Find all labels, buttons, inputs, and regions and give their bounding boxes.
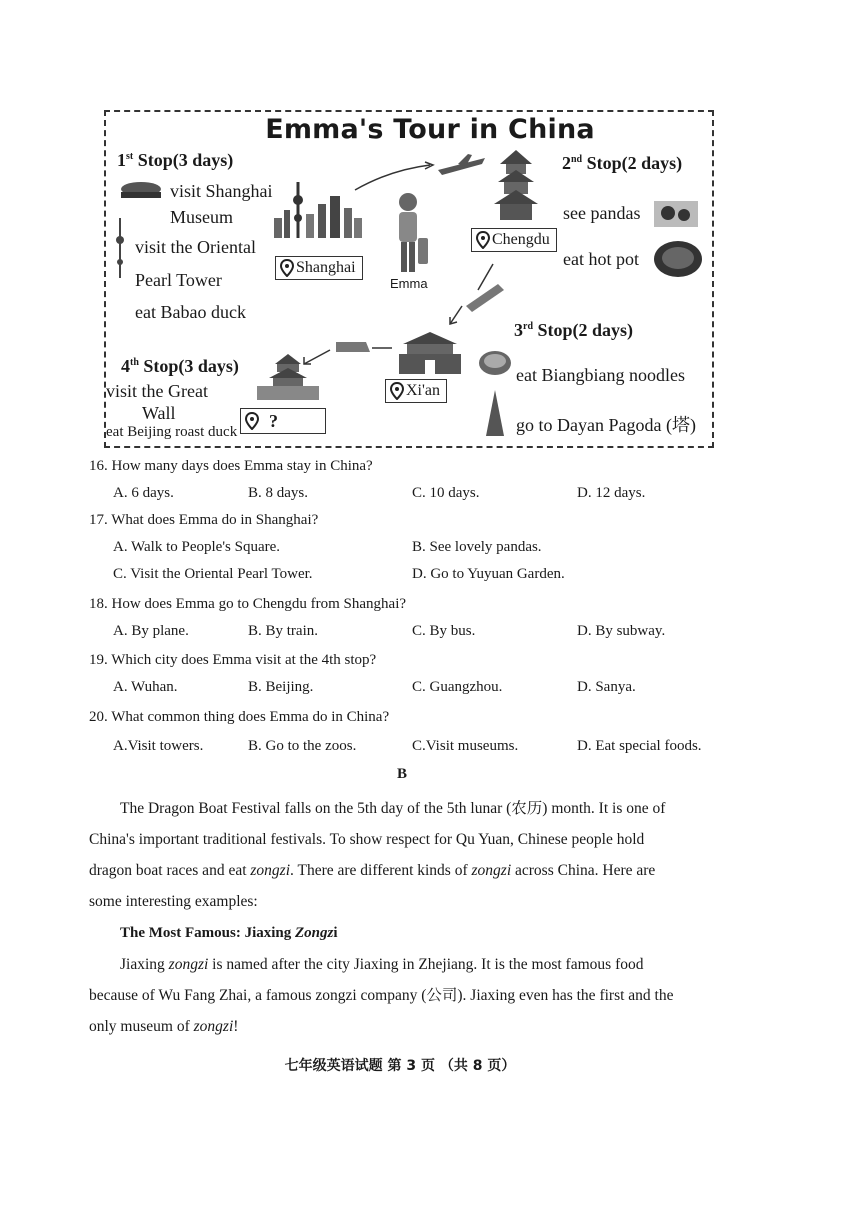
pin-chengdu: Chengdu [471,228,557,252]
para2-line2: because of Wu Fang Zhai, a famous zongzi company (公司). Jiaxing even has the first and the [89,987,674,1004]
option-19b: B. Beijing. [248,679,314,695]
option-19c: C. Guangzhou. [412,679,503,695]
emma-figure-icon [390,190,430,276]
question-18: 18. How does Emma go to Chengdu from Shanghai? [89,596,407,612]
option-17b: B. See lovely pandas. [412,539,542,555]
stop4-line2: Wall [142,403,176,423]
option-18c: C. By bus. [412,623,476,639]
museum-icon [117,180,165,200]
para1-line3: dragon boat races and eat zongzi. There are different kinds of zongzi across China. Here are [89,862,656,879]
option-20b: B. Go to the zoos. [248,738,357,754]
stop4-line3: eat Beijing roast duck [106,424,238,440]
question-20: 20. What common thing does Emma do in China? [89,709,390,725]
location-pin-icon [245,412,259,430]
pearl-tower-icon [113,218,127,278]
stop4-heading: 4th Stop(3 days) [121,356,239,376]
option-18d: D. By subway. [577,623,666,639]
stop1-line1: visit Shanghai [170,181,273,201]
pin-unknown: ? [240,408,326,434]
option-18a: A. By plane. [113,623,189,639]
pin-shanghai: Shanghai [275,256,363,280]
location-pin-icon [390,382,404,400]
stop1-heading: 1st Stop(3 days) [117,150,234,170]
plane-route-icon [350,150,490,195]
stop4-line1: visit the Great [106,381,208,401]
section-b-label: B [397,766,408,782]
para1-line2: China's important traditional festivals. To show respect for Qu Yuan, Chinese people hold [89,831,645,848]
para2-line3: only museum of zongzi! [89,1018,239,1035]
question-17: 17. What does Emma do in Shanghai? [89,512,319,528]
option-16d: D. 12 days. [577,485,646,501]
para1-line1: The Dragon Boat Festival falls on the 5th day of the 5th lunar (农历) month. It is one of [120,800,666,817]
option-16c: C. 10 days. [412,485,480,501]
xian-gate-icon [395,330,465,376]
option-20d: D. Eat special foods. [577,738,702,754]
pin-xian: Xi'an [385,379,447,403]
train-route-icon [448,262,508,327]
dayan-pagoda-icon [482,388,508,438]
temple-of-heaven-icon [255,352,321,402]
option-16b: B. 8 days. [248,485,308,501]
option-19d: D. Sanya. [577,679,636,695]
stop2-line1: see pandas [563,203,641,223]
location-pin-icon [280,259,294,277]
stop3-heading: 3rd Stop(2 days) [514,320,634,340]
page-footer: 七年级英语试题 第 3 页 （共 8 页） [284,1058,516,1074]
panda-icon [652,193,700,229]
stop3-line2: go to Dayan Pagoda (塔) [516,415,696,435]
para1-line4: some interesting examples: [89,893,258,910]
stop1-line4: Pearl Tower [135,270,222,290]
option-17c: C. Visit the Oriental Pearl Tower. [113,566,313,582]
option-17d: D. Go to Yuyuan Garden. [412,566,565,582]
poster-title: Emma's Tour in China [265,114,595,145]
stop3-line1: eat Biangbiang noodles [516,365,685,385]
option-19a: A. Wuhan. [113,679,178,695]
option-18b: B. By train. [248,623,318,639]
para2-line1: Jiaxing zongzi is named after the city Jiaxing in Zhejiang. It is the most famous food [120,956,644,973]
subheading-jiaxing: The Most Famous: Jiaxing Zongzi [120,925,338,941]
stop1-line5: eat Babao duck [135,302,246,322]
stop2-heading: 2nd Stop(2 days) [562,153,683,173]
hot-pot-icon [652,238,704,280]
chengdu-pagoda-icon [490,148,542,223]
option-20c: C.Visit museums. [412,738,519,754]
question-19: 19. Which city does Emma visit at the 4th stop? [89,652,377,668]
emma-label: Emma [390,276,428,291]
option-17a: A. Walk to People's Square. [113,539,281,555]
location-pin-icon [476,231,490,249]
stop1-line3: visit the Oriental [135,237,256,257]
stop1-line2: Museum [170,207,233,227]
noodles-icon [477,348,513,378]
option-16a: A. 6 days. [113,485,174,501]
option-20a: A.Visit towers. [113,738,204,754]
stop2-line2: eat hot pot [563,249,639,269]
question-16: 16. How many days does Emma stay in China? [89,458,373,474]
